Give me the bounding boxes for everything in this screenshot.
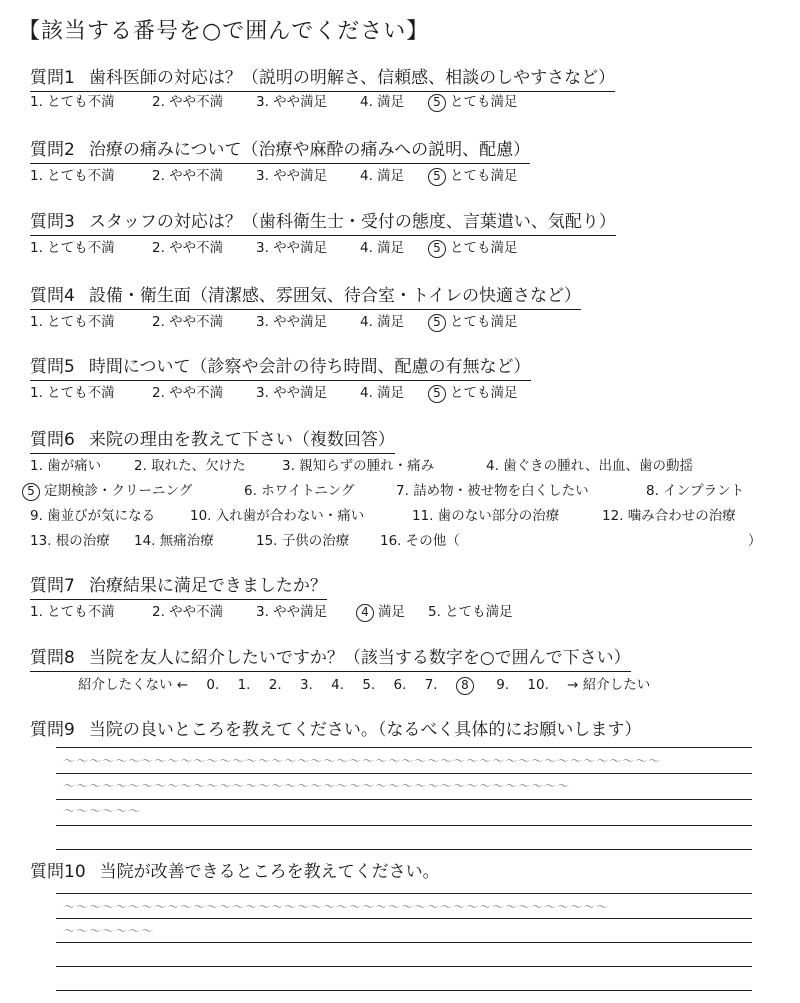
option-3[interactable]: 3. やや満足 (256, 168, 328, 184)
question-8-title (30, 648, 631, 672)
question-number: 質問6 (30, 430, 75, 450)
reason-16[interactable]: 16. その他（ (380, 533, 460, 549)
question-10-title (30, 862, 440, 885)
option-3[interactable]: 3. やや満足 (256, 385, 328, 401)
question-number: 質問3 (30, 212, 75, 232)
handwritten-answer-line-2: 〜〜〜〜〜〜〜 (60, 924, 154, 938)
reason-7[interactable]: 7. 詰め物・被せ物を白くしたい (396, 483, 589, 499)
reason-15[interactable]: 15. 子供の治療 (256, 533, 350, 549)
question-text: 設備・衛生面（清潔感、雰囲気、待合室・トイレの快適さなど） (88, 286, 581, 306)
selected-circle-mark: 5 (428, 314, 446, 332)
question-text: スタッフの対応は？（歯科衛生士・受付の態度、言葉遣い、気配り） (88, 212, 616, 232)
question-number: 質問7 (30, 576, 75, 596)
answer-line (56, 825, 752, 826)
option-5-selected[interactable]: 5 とても満足 (428, 93, 518, 112)
reason-10[interactable]: 10. 入れ歯が合わない・痛い (190, 508, 365, 524)
question-5-title (30, 357, 531, 381)
question-3-title (30, 212, 616, 236)
answer-line (56, 893, 752, 894)
selected-circle-mark: 4 (356, 604, 374, 622)
option-4-label: 満足 (378, 604, 405, 620)
selected-circle-mark: 5 (428, 168, 446, 186)
option-2[interactable]: 2. やや不満 (152, 240, 224, 256)
option-2[interactable]: 2. やや不満 (152, 385, 224, 401)
selected-circle-mark: 5 (428, 94, 446, 112)
answer-line (56, 747, 752, 748)
question-number: 質問4 (30, 286, 75, 306)
page-header: 【該当する番号を○で囲んでください】 (18, 19, 430, 44)
option-2[interactable]: 2. やや不満 (152, 604, 224, 620)
option-2[interactable]: 2. やや不満 (152, 314, 224, 330)
handwritten-answer-line-1: 〜〜〜〜〜〜〜〜〜〜〜〜〜〜〜〜〜〜〜〜〜〜〜〜〜〜〜〜〜〜〜〜〜〜〜〜〜〜〜〜〜〜〜〜〜〜 (60, 754, 661, 768)
scale-0[interactable]: 0. (206, 677, 220, 693)
selected-circle-mark: 5 (22, 483, 40, 501)
option-1[interactable]: 1. とても不満 (30, 385, 115, 401)
answer-line (56, 966, 752, 967)
handwritten-answer-line-3: 〜〜〜〜〜〜 (60, 804, 141, 818)
option-1[interactable]: 1. とても不満 (30, 604, 115, 620)
option-4-selected[interactable] (356, 603, 405, 622)
reason-1[interactable]: 1. 歯が痛い (30, 458, 102, 474)
question-7-title (30, 576, 327, 600)
scale-8-selected[interactable] (456, 677, 478, 693)
option-4[interactable]: 4. 満足 (360, 240, 405, 256)
scale-4[interactable]: 4. (331, 677, 345, 693)
reason-14[interactable]: 14. 無痛治療 (134, 533, 214, 549)
question-9-title (30, 720, 641, 743)
answer-line (56, 918, 752, 919)
reason-2[interactable]: 2. 取れた、欠けた (134, 458, 246, 474)
reason-3[interactable]: 3. 親知らずの腫れ・痛み (282, 458, 435, 474)
option-4[interactable]: 4. 満足 (360, 314, 405, 330)
option-4[interactable]: 4. 満足 (360, 94, 405, 110)
selected-circle-mark: 5 (428, 385, 446, 403)
reason-6[interactable]: 6. ホワイトニング (244, 483, 355, 499)
option-5-selected[interactable]: 5 とても満足 (428, 384, 518, 403)
answer-line (56, 799, 752, 800)
question-number: 質問2 (30, 140, 75, 160)
scale-5[interactable]: 5. (362, 677, 376, 693)
selected-circle-mark: 8 (456, 677, 474, 695)
reason-13[interactable]: 13. 根の治療 (30, 533, 110, 549)
option-2[interactable]: 2. やや不満 (152, 168, 224, 184)
question-number: 質問5 (30, 357, 75, 377)
reason-4[interactable]: 4. 歯ぐきの腫れ、出血、歯の動揺 (486, 458, 693, 474)
question-4-title (30, 286, 581, 310)
scale-9[interactable]: 9. (496, 677, 510, 693)
option-1[interactable]: 1. とても不満 (30, 94, 115, 110)
option-5-selected[interactable]: 5 とても満足 (428, 313, 518, 332)
q8-scale (78, 676, 664, 695)
scale-3[interactable]: 3. (299, 677, 313, 693)
question-text: 当院の良いところを教えてください。（なるべく具体的にお願いします） (88, 720, 642, 740)
option-3[interactable]: 3. やや満足 (256, 94, 328, 110)
option-1[interactable]: 1. とても不満 (30, 168, 115, 184)
question-text: 当院が改善できるところを教えてください。 (99, 862, 440, 882)
question-text: 歯科医師の対応は？（説明の明解さ、信頼感、相談のしやすさなど） (88, 68, 616, 88)
question-2-title (30, 140, 530, 164)
question-6-title (30, 430, 395, 454)
reason-11[interactable]: 11. 歯のない部分の治療 (412, 508, 560, 524)
option-5[interactable]: 5. とても満足 (428, 604, 513, 620)
question-text: 時間について（診察や会計の待ち時間、配慮の有無など） (88, 357, 531, 377)
option-1[interactable]: 1. とても不満 (30, 240, 115, 256)
option-5-selected[interactable]: 5 とても満足 (428, 239, 518, 258)
handwritten-answer-line-1: 〜〜〜〜〜〜〜〜〜〜〜〜〜〜〜〜〜〜〜〜〜〜〜〜〜〜〜〜〜〜〜〜〜〜〜〜〜〜〜〜〜〜 (60, 900, 609, 914)
answer-line (56, 990, 752, 991)
question-number: 質問10 (30, 862, 86, 882)
option-4[interactable]: 4. 満足 (360, 385, 405, 401)
scale-6[interactable]: 6. (393, 677, 407, 693)
question-1-title (30, 68, 615, 92)
selected-circle-mark: 5 (428, 240, 446, 258)
scale-7[interactable]: 7. (424, 677, 438, 693)
reason-16-close-paren: ） (748, 533, 762, 549)
question-number: 質問1 (30, 68, 75, 88)
question-text: 治療の痛みについて（治療や麻酔の痛みへの説明、配慮） (88, 140, 531, 160)
reason-8[interactable]: 8. インプラント (646, 483, 745, 499)
option-3[interactable]: 3. やや満足 (256, 314, 328, 330)
option-3[interactable]: 3. やや満足 (256, 604, 328, 620)
scale-2[interactable]: 2. (268, 677, 282, 693)
question-text: 当院を友人に紹介したいですか？（該当する数字を○で囲んで下さい） (88, 648, 631, 668)
question-text: 来院の理由を教えて下さい（複数回答） (88, 430, 395, 450)
reason-12[interactable]: 12. 噛み合わせの治療 (602, 508, 736, 524)
scale-10[interactable]: 10. (527, 677, 549, 693)
handwritten-answer-line-2: 〜〜〜〜〜〜〜〜〜〜〜〜〜〜〜〜〜〜〜〜〜〜〜〜〜〜〜〜〜〜〜〜〜〜〜〜〜〜〜 (60, 779, 570, 793)
question-number: 質問9 (30, 720, 75, 740)
option-3[interactable]: 3. やや満足 (256, 240, 328, 256)
reason-5-selected[interactable] (22, 482, 192, 501)
option-1[interactable]: 1. とても不満 (30, 314, 115, 330)
scale-right-label: → 紹介したい (567, 677, 651, 693)
reason-9[interactable]: 9. 歯並びが気になる (30, 508, 156, 524)
option-2[interactable]: 2. やや不満 (152, 94, 224, 110)
question-number: 質問8 (30, 648, 75, 668)
option-4[interactable]: 4. 満足 (360, 168, 405, 184)
answer-line (56, 849, 752, 850)
answer-line (56, 942, 752, 943)
answer-line (56, 773, 752, 774)
scale-1[interactable]: 1. (237, 677, 251, 693)
reason-5-label: 定期検診・クリーニング (44, 483, 193, 499)
option-5-selected[interactable]: 5 とても満足 (428, 167, 518, 186)
question-text: 治療結果に満足できましたか？ (88, 576, 327, 596)
scale-left-label: 紹介したくない ← (78, 677, 189, 693)
